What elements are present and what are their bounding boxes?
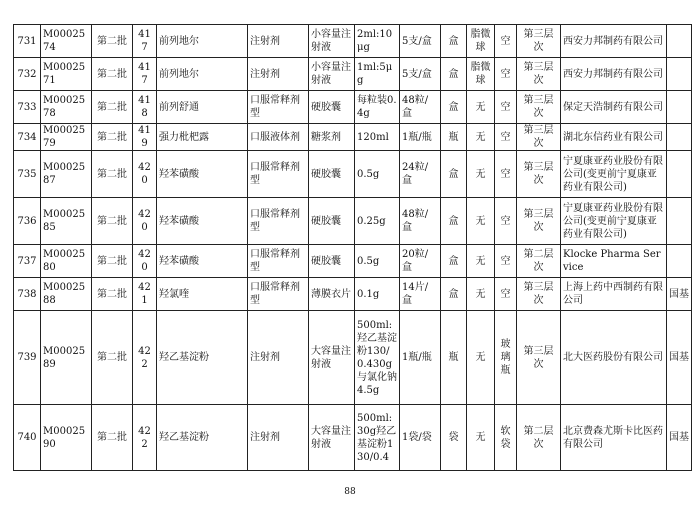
cell-seq: 422	[133, 311, 157, 405]
cell-form: 硬胶囊	[309, 91, 355, 124]
cell-note: 玻璃瓶	[495, 311, 517, 405]
table-row	[14, 124, 692, 151]
cell-batch: 第二批	[92, 151, 133, 198]
cell-code: M0002574	[41, 25, 92, 58]
cell-pack: 48粒/盒	[400, 198, 441, 245]
cell-level: 第三层次	[517, 58, 561, 91]
cell-note: 空	[495, 91, 517, 124]
cell-company: 保定天浩制药有限公司	[561, 91, 667, 124]
cell-level: 第三层次	[517, 198, 561, 245]
table-row	[14, 245, 692, 278]
cell-spec: 0.5g	[355, 245, 400, 278]
cell-level: 第二层次	[517, 245, 561, 278]
cell-note: 空	[495, 151, 517, 198]
cell-seq: 420	[133, 151, 157, 198]
cell-seq: 420	[133, 245, 157, 278]
cell-route: 注射剂	[248, 58, 309, 91]
cell-route: 注射剂	[248, 25, 309, 58]
cell-unit: 袋	[441, 405, 467, 471]
cell-pack: 14片/盒	[400, 278, 441, 311]
cell-pack: 5支/盒	[400, 25, 441, 58]
cell-tag	[667, 25, 692, 58]
cell-unit: 盒	[441, 58, 467, 91]
cell-spec: 120ml	[355, 124, 400, 151]
cell-unit: 盒	[441, 25, 467, 58]
cell-code: M0002578	[41, 91, 92, 124]
cell-company: 宁夏康亚药业股份有限公司(变更前宁夏康亚药业有限公司)	[561, 198, 667, 245]
cell-batch: 第二批	[92, 245, 133, 278]
cell-level: 第三层次	[517, 278, 561, 311]
cell-pack: 1袋/袋	[400, 405, 441, 471]
cell-unit: 盒	[441, 198, 467, 245]
cell-company: 上海上药中西制药有限公司	[561, 278, 667, 311]
cell-name: 羟氯喹	[157, 278, 248, 311]
drug-list-table	[13, 24, 692, 471]
cell-seq: 417	[133, 58, 157, 91]
cell-company: 西安力邦制药有限公司	[561, 58, 667, 91]
cell-form: 小容量注射液	[309, 25, 355, 58]
cell-level: 第二层次	[517, 405, 561, 471]
cell-level: 第三层次	[517, 151, 561, 198]
cell-batch: 第二批	[92, 58, 133, 91]
cell-no: 739	[14, 311, 41, 405]
cell-ref: 无	[467, 91, 495, 124]
cell-spec: 500ml:30g羟乙基淀粉130/0.4	[355, 405, 400, 471]
cell-name: 前列舒通	[157, 91, 248, 124]
cell-spec: 500ml:羟乙基淀粉130/0.430g与氯化钠4.5g	[355, 311, 400, 405]
cell-note: 空	[495, 198, 517, 245]
table-row	[14, 405, 692, 471]
cell-form: 大容量注射液	[309, 405, 355, 471]
cell-name: 强力枇杷露	[157, 124, 248, 151]
cell-form: 薄膜衣片	[309, 278, 355, 311]
cell-tag	[667, 124, 692, 151]
cell-form: 硬胶囊	[309, 245, 355, 278]
cell-spec: 0.1g	[355, 278, 400, 311]
cell-seq: 422	[133, 405, 157, 471]
cell-tag	[667, 151, 692, 198]
cell-code: M0002580	[41, 245, 92, 278]
table-row	[14, 278, 692, 311]
cell-no: 735	[14, 151, 41, 198]
cell-ref: 无	[467, 124, 495, 151]
cell-level: 第三层次	[517, 25, 561, 58]
cell-batch: 第二批	[92, 198, 133, 245]
cell-pack: 1瓶/瓶	[400, 311, 441, 405]
cell-code: M0002589	[41, 311, 92, 405]
table-row	[14, 311, 692, 405]
cell-company: Klocke Pharma Service	[561, 245, 667, 278]
cell-no: 740	[14, 405, 41, 471]
cell-code: M0002587	[41, 151, 92, 198]
cell-unit: 瓶	[441, 311, 467, 405]
cell-spec: 0.25g	[355, 198, 400, 245]
cell-spec: 每粒装0.4g	[355, 91, 400, 124]
cell-note: 空	[495, 124, 517, 151]
cell-tag	[667, 58, 692, 91]
cell-level: 第三层次	[517, 91, 561, 124]
cell-tag	[667, 91, 692, 124]
cell-code: M0002571	[41, 58, 92, 91]
cell-note: 空	[495, 58, 517, 91]
cell-code: M0002590	[41, 405, 92, 471]
cell-tag: 国基	[667, 278, 692, 311]
cell-company: 西安力邦制药有限公司	[561, 25, 667, 58]
cell-route: 口服常释剂型	[248, 198, 309, 245]
page-number: 88	[344, 487, 356, 497]
cell-name: 羟苯磺酸	[157, 245, 248, 278]
cell-spec: 1ml:5μg	[355, 58, 400, 91]
table-row	[14, 25, 692, 58]
cell-name: 羟乙基淀粉	[157, 311, 248, 405]
cell-route: 口服常释剂型	[248, 278, 309, 311]
cell-tag	[667, 245, 692, 278]
cell-form: 大容量注射液	[309, 311, 355, 405]
cell-route: 口服液体剂	[248, 124, 309, 151]
cell-code: M0002588	[41, 278, 92, 311]
cell-batch: 第二批	[92, 405, 133, 471]
cell-seq: 418	[133, 91, 157, 124]
cell-company: 北大医药股份有限公司	[561, 311, 667, 405]
cell-pack: 5支/盒	[400, 58, 441, 91]
cell-name: 羟苯磺酸	[157, 198, 248, 245]
cell-ref: 脂微球	[467, 25, 495, 58]
cell-company: 北京费森尤斯卡比医药有限公司	[561, 405, 667, 471]
cell-no: 733	[14, 91, 41, 124]
cell-code: M0002585	[41, 198, 92, 245]
cell-code: M0002579	[41, 124, 92, 151]
cell-tag: 国基	[667, 311, 692, 405]
cell-unit: 盒	[441, 91, 467, 124]
table-row	[14, 58, 692, 91]
cell-tag: 国基	[667, 405, 692, 471]
cell-ref: 无	[467, 245, 495, 278]
cell-name: 前列地尔	[157, 58, 248, 91]
cell-batch: 第二批	[92, 124, 133, 151]
cell-spec: 2ml:10μg	[355, 25, 400, 58]
cell-pack: 20粒/盒	[400, 245, 441, 278]
cell-note: 空	[495, 245, 517, 278]
cell-pack: 24粒/盒	[400, 151, 441, 198]
cell-route: 注射剂	[248, 311, 309, 405]
cell-unit: 瓶	[441, 124, 467, 151]
table-body	[14, 25, 692, 471]
cell-seq: 421	[133, 278, 157, 311]
cell-batch: 第二批	[92, 25, 133, 58]
cell-batch: 第二批	[92, 278, 133, 311]
cell-no: 731	[14, 25, 41, 58]
cell-form: 硬胶囊	[309, 151, 355, 198]
cell-company: 宁夏康亚药业股份有限公司(变更前宁夏康亚药业有限公司)	[561, 151, 667, 198]
cell-ref: 无	[467, 311, 495, 405]
cell-note: 软袋	[495, 405, 517, 471]
cell-ref: 无	[467, 278, 495, 311]
cell-form: 糖浆剂	[309, 124, 355, 151]
cell-tag	[667, 198, 692, 245]
cell-company: 湖北东信药业有限公司	[561, 124, 667, 151]
table-row	[14, 91, 692, 124]
cell-route: 口服常释剂型	[248, 245, 309, 278]
cell-no: 732	[14, 58, 41, 91]
cell-spec: 0.5g	[355, 151, 400, 198]
cell-ref: 无	[467, 151, 495, 198]
cell-pack: 1瓶/瓶	[400, 124, 441, 151]
cell-unit: 盒	[441, 278, 467, 311]
table-row	[14, 198, 692, 245]
table-row	[14, 151, 692, 198]
cell-form: 硬胶囊	[309, 198, 355, 245]
cell-name: 前列地尔	[157, 25, 248, 58]
cell-seq: 419	[133, 124, 157, 151]
cell-form: 小容量注射液	[309, 58, 355, 91]
cell-ref: 无	[467, 405, 495, 471]
cell-level: 第三层次	[517, 124, 561, 151]
cell-name: 羟乙基淀粉	[157, 405, 248, 471]
cell-name: 羟苯磺酸	[157, 151, 248, 198]
cell-level: 第三层次	[517, 311, 561, 405]
cell-route: 口服常释剂型	[248, 151, 309, 198]
cell-no: 738	[14, 278, 41, 311]
cell-note: 空	[495, 278, 517, 311]
cell-batch: 第二批	[92, 311, 133, 405]
cell-route: 口服常释剂型	[248, 91, 309, 124]
cell-unit: 盒	[441, 245, 467, 278]
cell-batch: 第二批	[92, 91, 133, 124]
cell-no: 734	[14, 124, 41, 151]
cell-pack: 48粒/盒	[400, 91, 441, 124]
cell-ref: 无	[467, 198, 495, 245]
cell-ref: 脂微球	[467, 58, 495, 91]
cell-route: 注射剂	[248, 405, 309, 471]
cell-seq: 417	[133, 25, 157, 58]
cell-no: 736	[14, 198, 41, 245]
cell-no: 737	[14, 245, 41, 278]
cell-seq: 420	[133, 198, 157, 245]
cell-note: 空	[495, 25, 517, 58]
cell-unit: 盒	[441, 151, 467, 198]
